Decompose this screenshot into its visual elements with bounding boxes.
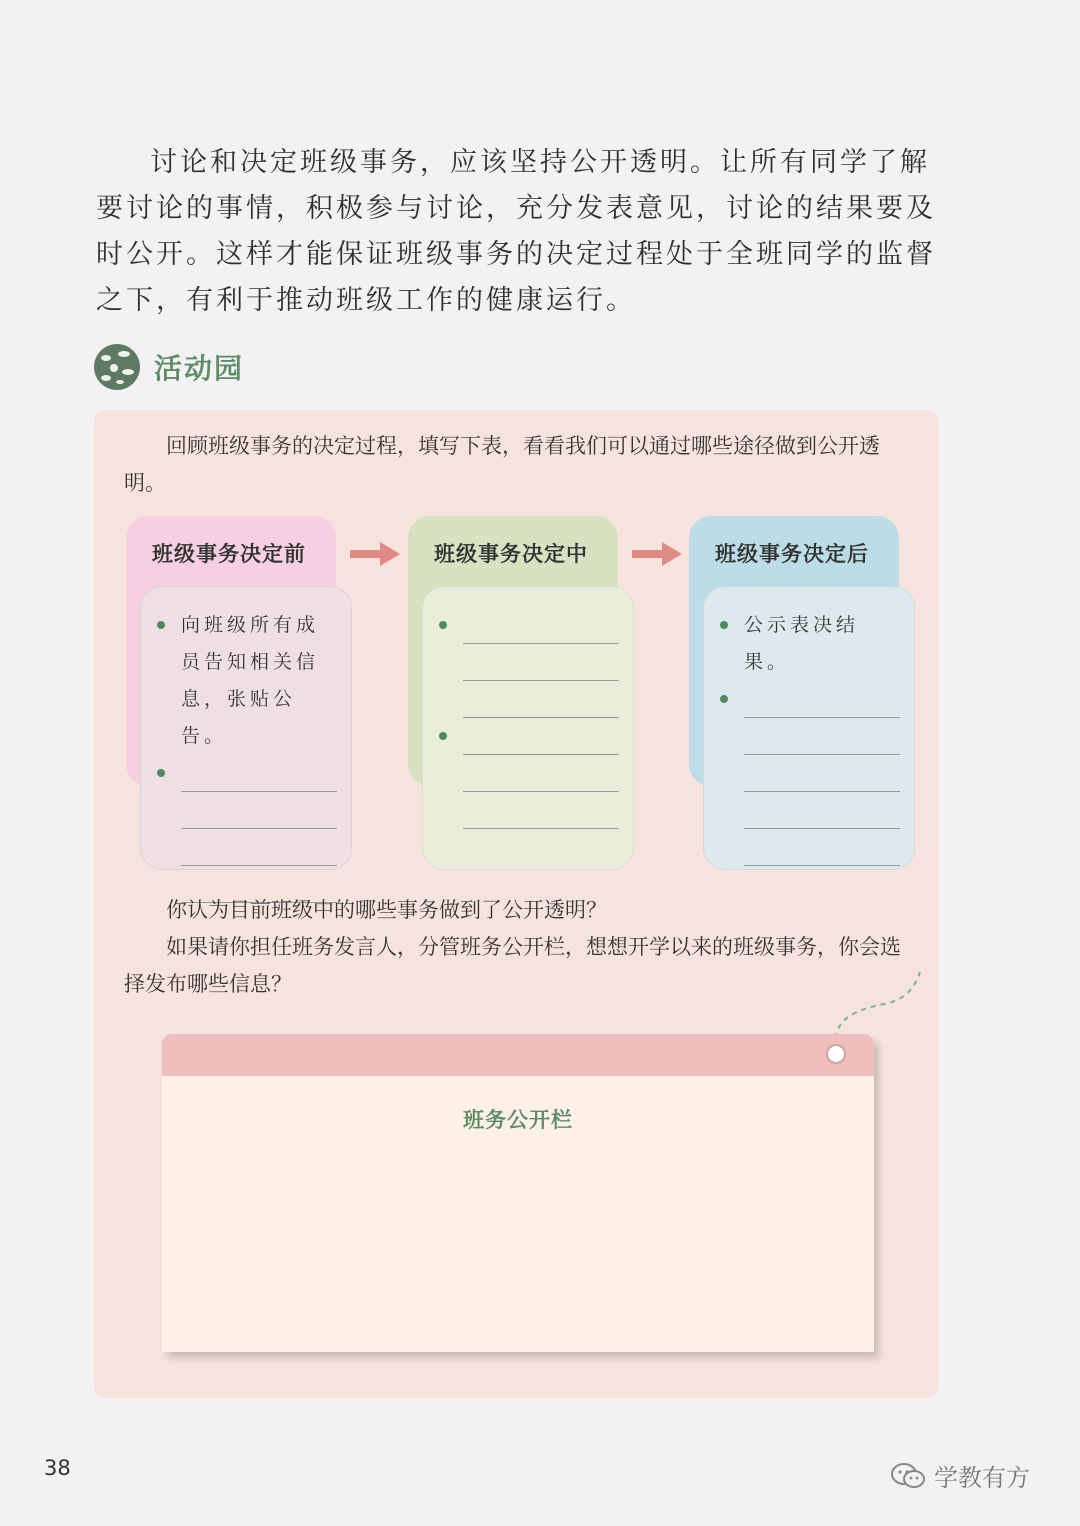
arrow-right-icon (350, 542, 400, 566)
question-2: 如果请你担任班务发言人，分管班务公开栏，想想开学以来的班级事务，你会选择发布哪些信息？ (124, 935, 901, 996)
board-title: 班务公开栏 (463, 1108, 573, 1132)
fill-blank[interactable] (463, 718, 619, 755)
fill-blank[interactable] (181, 755, 337, 792)
fill-blank[interactable] (463, 681, 619, 718)
step-during-card (422, 586, 634, 870)
step-during (408, 516, 636, 876)
step-after (689, 516, 917, 876)
watermark (890, 1458, 1030, 1493)
activity-header (94, 342, 244, 392)
instruction-text: 回顾班级事务的决定过程，填写下表，看看我们可以通过哪些途径做到公开透明。 (124, 434, 880, 495)
step-before (126, 516, 354, 876)
arrow-right-icon (632, 542, 682, 566)
page-number: 38 (44, 1456, 71, 1480)
step-before-item: 向班级所有成员告知相关信息，张贴公告。 (157, 607, 337, 755)
fill-blank[interactable] (463, 644, 619, 681)
step-before-card (140, 586, 352, 870)
fill-blank[interactable] (744, 792, 900, 829)
step-during-blank-bullet (439, 607, 619, 644)
fill-blank[interactable] (744, 829, 900, 866)
fill-blank[interactable] (463, 607, 619, 644)
step-during-blank-bullet (439, 718, 619, 755)
intro-text (96, 140, 946, 324)
step-after-title: 班级事务决定后 (715, 542, 869, 566)
activity-panel (94, 410, 939, 1398)
fill-blank[interactable] (463, 755, 619, 792)
step-before-blank-bullet (157, 755, 337, 792)
activity-title: 活动园 (154, 352, 245, 385)
fill-blank[interactable] (181, 792, 337, 829)
question-1: 你认为目前班级中的哪些事务做到了公开透明？ (166, 898, 607, 922)
wechat-icon (890, 1462, 926, 1490)
fill-blank[interactable] (463, 792, 619, 829)
activity-instruction (124, 428, 914, 502)
step-during-title: 班级事务决定中 (434, 542, 588, 566)
intro-paragraph: 讨论和决定班级事务，应该坚持公开透明。让所有同学了解要讨论的事情，积极参与讨论，充分发表意见，讨论的结果要及时公开。这样才能保证班级事务的决定过程处于全班同学的监督之下，有利于推动班级工作的健康运行。 (96, 147, 936, 316)
fill-blank[interactable] (744, 718, 900, 755)
class-notice-board (162, 1034, 874, 1352)
flower-pattern-icon (94, 344, 140, 390)
pin-icon (826, 1044, 846, 1064)
step-after-item: 公示表决结果。 (720, 607, 900, 681)
fill-blank[interactable] (181, 829, 337, 866)
activity-questions (124, 892, 914, 1003)
watermark-text: 学教有方 (934, 1464, 1030, 1492)
fill-blank[interactable] (744, 681, 900, 718)
step-before-title: 班级事务决定前 (152, 542, 306, 566)
board-header-strip (162, 1034, 874, 1076)
step-after-blank-bullet (720, 681, 900, 718)
step-after-card (703, 586, 915, 870)
fill-blank[interactable] (744, 755, 900, 792)
